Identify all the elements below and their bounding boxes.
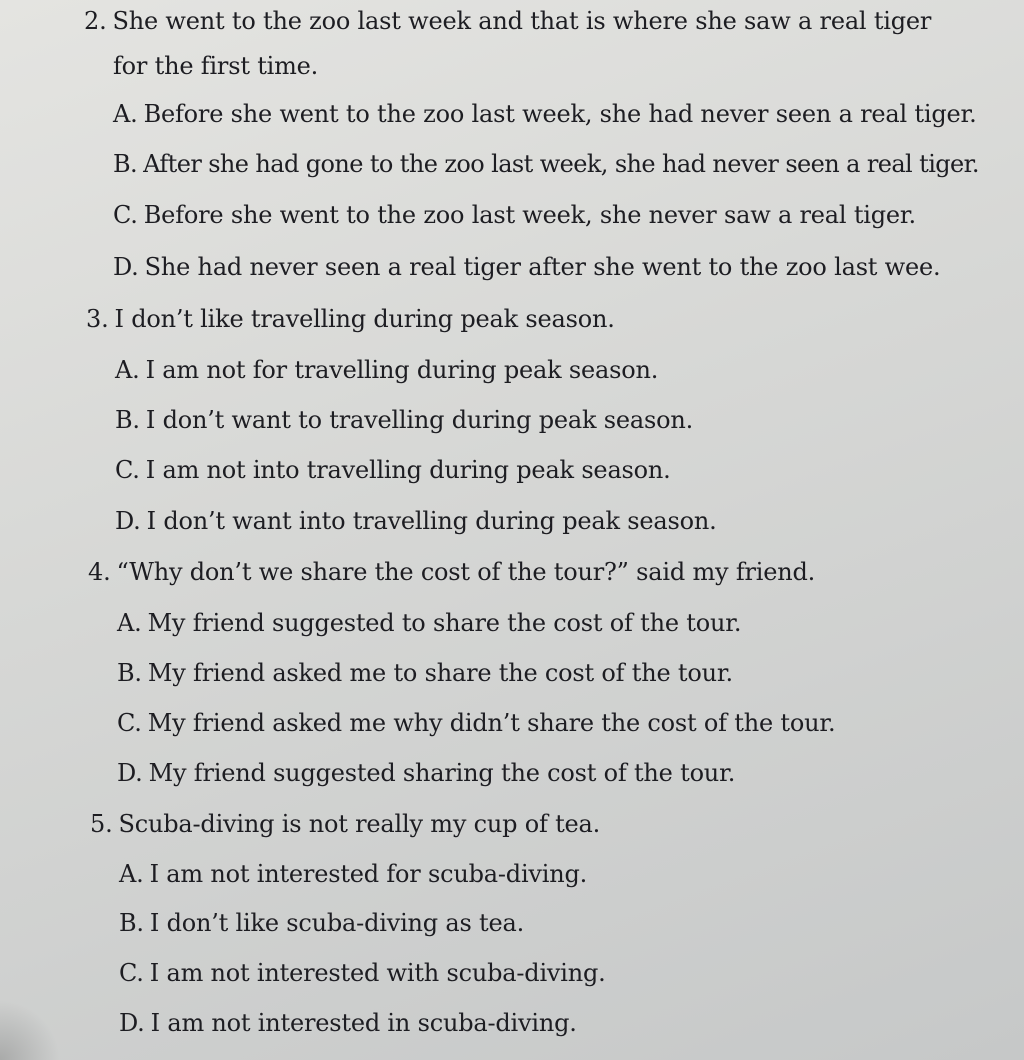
option-text: My friend asked me to share the cost of the tour. [147, 659, 733, 687]
question-5-option-b[interactable] [119, 908, 524, 938]
question-3-option-a[interactable] [115, 355, 658, 385]
option-text: My friend suggested to share the cost of the tour. [147, 609, 742, 637]
option-letter: D. [117, 759, 143, 787]
question-3-option-c[interactable] [115, 455, 671, 485]
option-text: My friend suggested sharing the cost of the tour. [148, 759, 736, 787]
option-letter: A. [115, 356, 140, 384]
option-text: I don’t want into travelling during peak season. [146, 507, 717, 535]
corner-shadow [0, 1000, 60, 1060]
option-text: I don’t like scuba-diving as tea. [149, 909, 525, 937]
option-text: I am not interested with scuba-diving. [149, 959, 606, 987]
option-text: She had never seen a real tiger after she went to the zoo last wee. [144, 253, 941, 281]
question-4-option-b[interactable] [117, 658, 733, 688]
question-text: She went to the zoo last week and that is where she saw a real tiger [112, 7, 932, 35]
option-text: I am not interested in scuba-diving. [150, 1009, 577, 1037]
option-text: Before she went to the zoo last week, she had never seen a real tiger. [143, 100, 977, 128]
question-text: Scuba-diving is not really my cup of tea. [118, 810, 601, 838]
question-number: 5. [90, 810, 113, 838]
question-number: 3. [86, 305, 109, 333]
question-text: I don’t like travelling during peak season. [114, 305, 615, 333]
question-4-option-c[interactable] [117, 708, 835, 738]
option-letter: A. [119, 860, 144, 888]
option-letter: D. [115, 507, 141, 535]
option-text: Before she went to the zoo last week, she never saw a real tiger. [143, 201, 916, 229]
question-number: 2. [84, 7, 107, 35]
question-text-continued: for the first time. [113, 52, 319, 80]
question-5-stem [90, 809, 600, 839]
option-text: I am not into travelling during peak season. [145, 456, 671, 484]
question-4-option-d[interactable] [117, 758, 735, 788]
question-2-option-a[interactable] [113, 99, 977, 129]
option-text: I am not interested for scuba-diving. [149, 860, 588, 888]
question-4-stem [88, 557, 815, 587]
question-4-option-a[interactable] [117, 608, 741, 638]
question-5-option-c[interactable] [119, 958, 606, 988]
option-text: I don’t want to travelling during peak season. [145, 406, 694, 434]
question-2-option-b[interactable] [113, 149, 979, 179]
option-text: My friend asked me why didn’t share the cost of the tour. [147, 709, 836, 737]
question-number: 4. [88, 558, 111, 586]
question-3-stem [86, 304, 615, 334]
option-letter: A. [113, 100, 138, 128]
option-letter: C. [113, 201, 138, 229]
question-2-stem-continued [113, 51, 318, 81]
option-text: After she had gone to the zoo last week, she had never seen a real tiger. [143, 150, 979, 178]
option-letter: B. [113, 150, 138, 178]
question-5-option-a[interactable] [119, 859, 587, 889]
question-2-option-d[interactable] [113, 252, 940, 282]
question-text: “Why don’t we share the cost of the tour?” said my friend. [116, 558, 816, 586]
option-letter: D. [113, 253, 139, 281]
option-letter: B. [119, 909, 144, 937]
question-3-option-b[interactable] [115, 405, 693, 435]
option-letter: C. [115, 456, 140, 484]
question-2-option-c[interactable] [113, 200, 916, 230]
option-letter: C. [119, 959, 144, 987]
question-3-option-d[interactable] [115, 506, 717, 536]
option-letter: B. [115, 406, 140, 434]
option-letter: D. [119, 1009, 145, 1037]
option-text: I am not for travelling during peak season. [145, 356, 659, 384]
option-letter: B. [117, 659, 142, 687]
question-5-option-d[interactable] [119, 1008, 577, 1038]
option-letter: A. [117, 609, 142, 637]
option-letter: C. [117, 709, 142, 737]
question-2-stem [84, 6, 931, 36]
